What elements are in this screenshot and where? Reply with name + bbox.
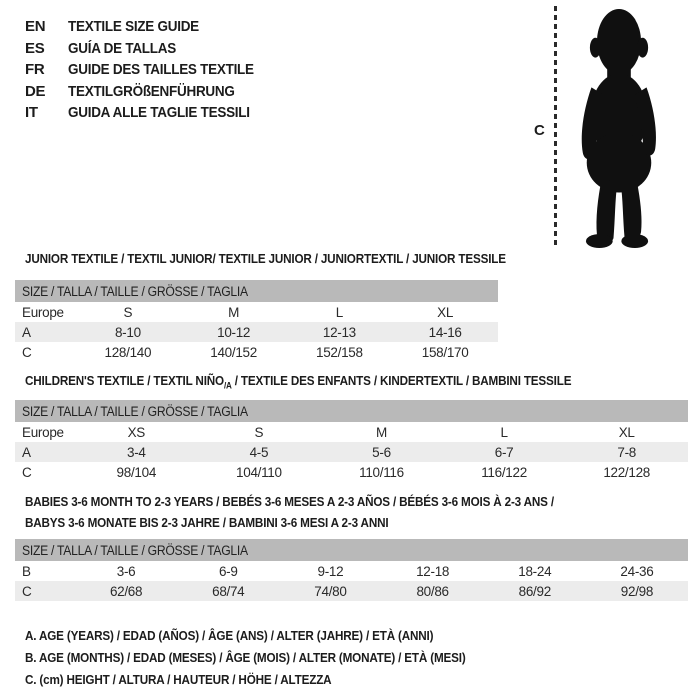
table-cell: S xyxy=(123,304,133,320)
size-header-band: SIZE / TALLA / TAILLE / GRÖSSE / TAGLIA xyxy=(15,280,498,302)
size-header-band: SIZE / TALLA / TAILLE / GRÖSSE / TAGLIA xyxy=(15,400,688,422)
children-table-title: CHILDREN'S TEXTILE / TEXTIL $NIÑO_{/A}$ / TEXTILE DES ENFANTS / KINDERTEXTIL / BAMBINI TESSILE xyxy=(25,373,572,391)
lang-row-fr xyxy=(25,59,274,81)
lang-code: IT xyxy=(25,104,38,122)
table-cell: 4-5 xyxy=(249,444,269,460)
row-label: Europe xyxy=(22,304,64,320)
row-label: C xyxy=(22,344,32,360)
lang-title: GUIDA ALLE TAGLIE TESSILI xyxy=(68,104,250,122)
table-row-age-years xyxy=(15,322,498,342)
table-cell: 116/122 xyxy=(481,464,527,480)
lang-row-es xyxy=(25,38,274,60)
table-row-height xyxy=(15,342,498,362)
table-cell: 140/152 xyxy=(210,344,257,360)
height-measure-line xyxy=(554,6,557,249)
table-row-age-years xyxy=(15,442,688,462)
table-cell: 12-18 xyxy=(416,563,450,579)
table-row-height xyxy=(15,581,688,601)
table-cell: XS xyxy=(127,424,145,440)
row-label: A xyxy=(22,444,31,460)
table-cell: S xyxy=(254,424,264,440)
babies-textile-table xyxy=(15,539,688,601)
lang-code: FR xyxy=(25,61,45,79)
junior-textile-table xyxy=(15,280,498,362)
language-title-list xyxy=(25,16,274,124)
table-cell: 98/104 xyxy=(116,464,157,480)
table-cell: 14-16 xyxy=(428,324,462,340)
babies-table-title-line2: BABYS 3-6 MONATE BIS 2-3 JAHRE / BAMBINI 3-6 MESI A 2-3 ANNI xyxy=(25,515,389,530)
height-figure xyxy=(530,4,700,252)
table-cell: M xyxy=(228,304,240,320)
table-cell: L xyxy=(500,424,508,440)
lang-row-en xyxy=(25,16,274,38)
table-cell: 10-12 xyxy=(217,324,251,340)
table-cell: 80/86 xyxy=(416,583,449,599)
table-cell: 12-13 xyxy=(322,324,356,340)
row-label: C xyxy=(22,464,32,480)
table-cell: 158/170 xyxy=(421,344,469,360)
table-cell: 5-6 xyxy=(372,444,391,460)
table-cell: 128/140 xyxy=(104,344,152,360)
table-row-europe xyxy=(15,302,498,322)
table-cell: 110/116 xyxy=(359,464,404,480)
table-cell: 9-12 xyxy=(317,563,344,579)
lang-row-de xyxy=(25,81,274,103)
table-cell: M xyxy=(376,424,387,440)
lang-title: TEXTILE SIZE GUIDE xyxy=(68,18,199,36)
table-row-age-months xyxy=(15,561,688,581)
title-subscript: /A xyxy=(223,380,232,391)
babies-table-title-line1: BABIES 3-6 MONTH TO 2-3 YEARS / BEBÉS 3-6 MESES A 2-3 AÑOS / BÉBÉS 3-6 MOIS À 2-3 ANS / xyxy=(25,494,554,509)
legend-line-c: C. (cm) HEIGHT / ALTURA / HAUTEUR / HÖHE / ALTEZZA xyxy=(25,672,332,687)
size-header-band: SIZE / TALLA / TAILLE / GRÖSSE / TAGLIA xyxy=(15,539,688,561)
row-label: C xyxy=(22,583,32,599)
table-row-europe xyxy=(15,422,688,442)
table-cell: 7-8 xyxy=(617,444,636,460)
lang-code: EN xyxy=(25,18,46,36)
table-cell: 122/128 xyxy=(603,464,651,480)
table-cell: 3-6 xyxy=(116,563,136,579)
table-cell: 74/80 xyxy=(314,583,347,599)
legend-line-b: B. AGE (MONTHS) / EDAD (MESES) / ÂGE (MOIS) / ALTER (MONATE) / ETÀ (MESI) xyxy=(25,650,466,665)
junior-table-title: JUNIOR TEXTILE / TEXTIL JUNIOR/ TEXTILE JUNIOR / JUNIORTEXTIL / JUNIOR TESSILE xyxy=(25,251,506,266)
row-label: Europe xyxy=(22,424,64,440)
lang-code: ES xyxy=(25,39,45,57)
table-cell: 6-9 xyxy=(218,563,238,579)
table-cell: 18-24 xyxy=(518,563,552,579)
height-measure-label: C xyxy=(534,122,545,139)
table-cell: 86/92 xyxy=(518,583,551,599)
table-cell: 8-10 xyxy=(114,324,141,340)
lang-code: DE xyxy=(25,82,46,100)
row-label: B xyxy=(22,563,31,579)
table-cell: 62/68 xyxy=(109,583,143,599)
measure-legend xyxy=(25,628,515,694)
table-cell: 92/98 xyxy=(620,583,654,599)
table-cell: 24-36 xyxy=(620,563,654,579)
lang-row-it xyxy=(25,102,274,124)
row-label: A xyxy=(22,324,31,340)
table-cell: XL xyxy=(437,304,454,320)
baby-silhouette-icon xyxy=(560,4,678,252)
table-cell: 6-7 xyxy=(494,444,514,460)
lang-title: TEXTILGRÖßENFÜHRUNG xyxy=(68,82,235,100)
legend-line-a: A. AGE (YEARS) / EDAD (AÑOS) / ÂGE (ANS) / ALTER (JAHRE) / ETÀ (ANNI) xyxy=(25,628,434,643)
table-cell: L xyxy=(335,304,343,320)
children-textile-table xyxy=(15,400,688,482)
table-cell: 3-4 xyxy=(126,444,146,460)
table-cell: 104/110 xyxy=(236,464,282,480)
table-row-height xyxy=(15,462,688,482)
lang-title: GUÍA DE TALLAS xyxy=(68,39,176,57)
table-cell: XL xyxy=(618,424,635,440)
table-cell: 68/74 xyxy=(212,583,245,599)
lang-title: GUIDE DES TAILLES TEXTILE xyxy=(68,61,254,79)
table-cell: 152/158 xyxy=(316,344,363,360)
